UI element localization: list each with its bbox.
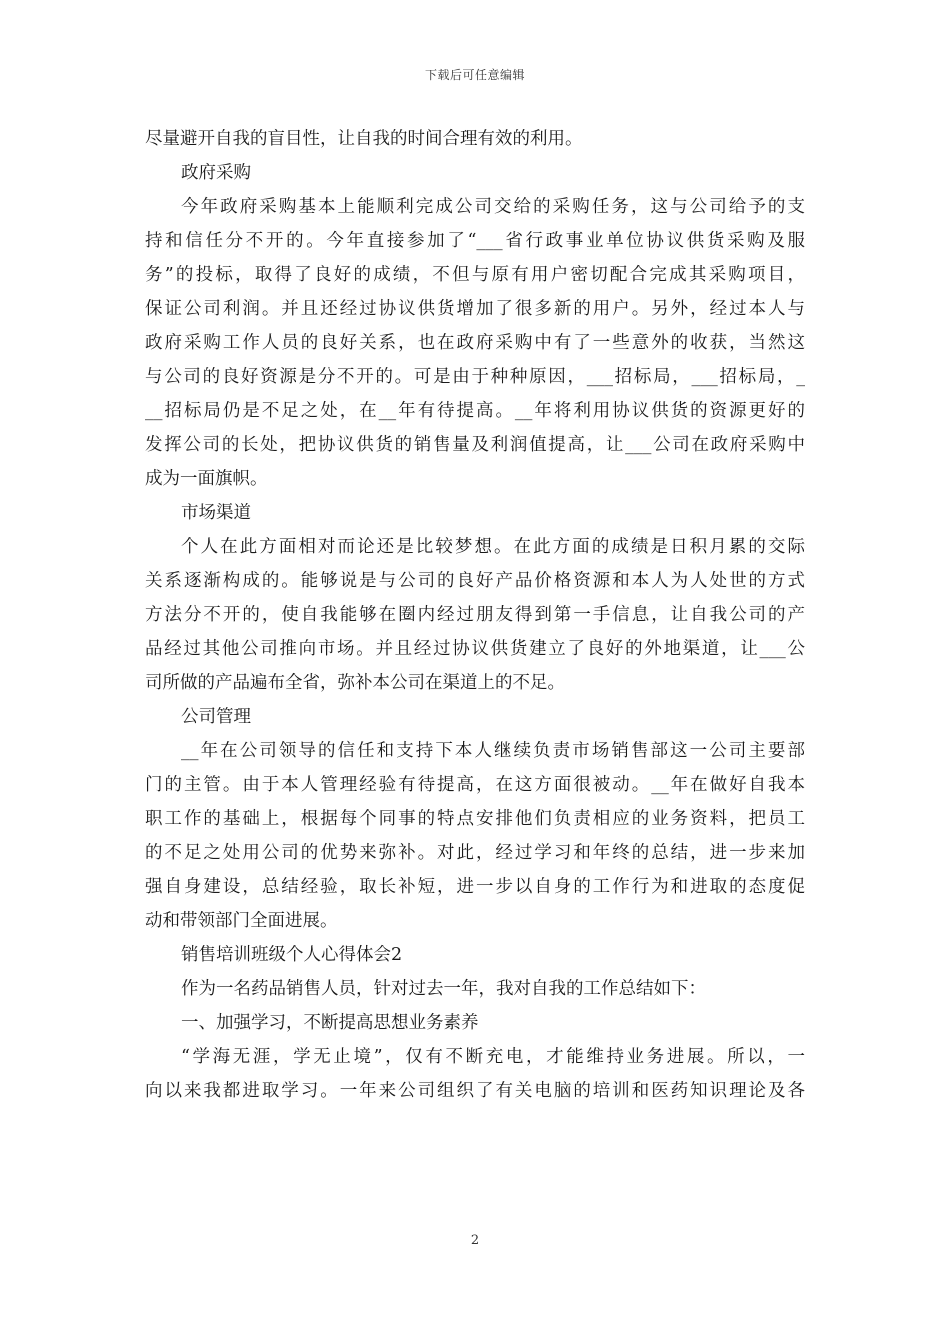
- text-line: 方法分不开的，使自我能够在圈内经过朋友得到第一手信息，让自我公司的产: [145, 605, 805, 625]
- text-line: 品经过其他公司推向市场。并且经过协议供货建立了良好的外地渠道，让___公: [145, 639, 805, 659]
- text-line: “学海无涯，学无止境”，仅有不断充电，才能维持业务进展。所以，一: [181, 1047, 805, 1067]
- text-line: 司所做的产品遍布全省，弥补本公司在渠道上的不足。: [145, 673, 565, 693]
- text-line: 关系逐渐构成的。能够说是与公司的良好产品价格资源和本人为人处世的方式: [145, 571, 805, 591]
- text-line: 政府采购工作人员的良好关系，也在政府采购中有了一些意外的收获，当然这: [145, 333, 805, 353]
- section-heading: 政府采购: [181, 163, 251, 183]
- text-line: 今年政府采购基本上能顺利完成公司交给的采购任务，这与公司给予的支: [181, 197, 805, 217]
- text-line: 动和带领部门全面进展。: [145, 911, 338, 931]
- page-header: 下载后可任意编辑: [424, 68, 525, 82]
- text-line: 强自身建设，总结经验，取长补短，进一步以自身的工作行为和进取的态度促: [145, 877, 805, 897]
- text-line: __招标局仍是不足之处，在__年有待提高。__年将利用协议供货的资源更好的: [145, 401, 805, 421]
- text-line: 尽量避开自我的盲目性，让自我的时间合理有效的利用。: [145, 129, 583, 149]
- text-line: 向以来我都进取学习。一年来公司组织了有关电脑的培训和医药知识理论及各: [145, 1081, 805, 1101]
- document-body: [145, 122, 805, 1108]
- text-line: 发挥公司的长处，把协议供货的销售量及利润值提高，让___公司在政府采购中: [145, 435, 805, 455]
- text-line: 个人在此方面相对而论还是比较梦想。在此方面的成绩是日积月累的交际: [181, 537, 805, 557]
- page-number: 2: [470, 1233, 480, 1248]
- text-line: 持和信任分不开的。今年直接参加了“___省行政事业单位协议供货采购及服: [145, 231, 805, 251]
- section-heading: 一、加强学习，不断提高思想业务素养: [181, 1013, 479, 1033]
- text-line: 的不足之处用公司的优势来弥补。对此，经过学习和年终的总结，进一步来加: [145, 843, 805, 863]
- section-heading: 销售培训班级个人心得体会2: [181, 945, 403, 965]
- text-line: 保证公司利润。并且还经过协议供货增加了很多新的用户。另外，经过本人与: [145, 299, 805, 319]
- text-line: 职工作的基础上，根据每个同事的特点安排他们负责相应的业务资料，把员工: [145, 809, 805, 829]
- text-line: 成为一面旗帜。: [145, 469, 268, 489]
- text-line: __年在公司领导的信任和支持下本人继续负责市场销售部这一公司主要部: [181, 741, 805, 761]
- text-line: 务”的投标，取得了良好的成绩，不但与原有用户密切配合完成其采购项目，: [145, 265, 805, 285]
- section-heading: 作为一名药品销售人员，针对过去一年，我对自我的工作总结如下：: [181, 979, 706, 999]
- section-heading: 市场渠道: [181, 503, 251, 523]
- section-heading: 公司管理: [181, 707, 251, 727]
- text-line: 与公司的良好资源是分不开的。可是由于种种原因，___招标局，___招标局，_: [145, 367, 805, 387]
- text-line: 门的主管。由于本人管理经验有待提高，在这方面很被动。__年在做好自我本: [145, 775, 805, 795]
